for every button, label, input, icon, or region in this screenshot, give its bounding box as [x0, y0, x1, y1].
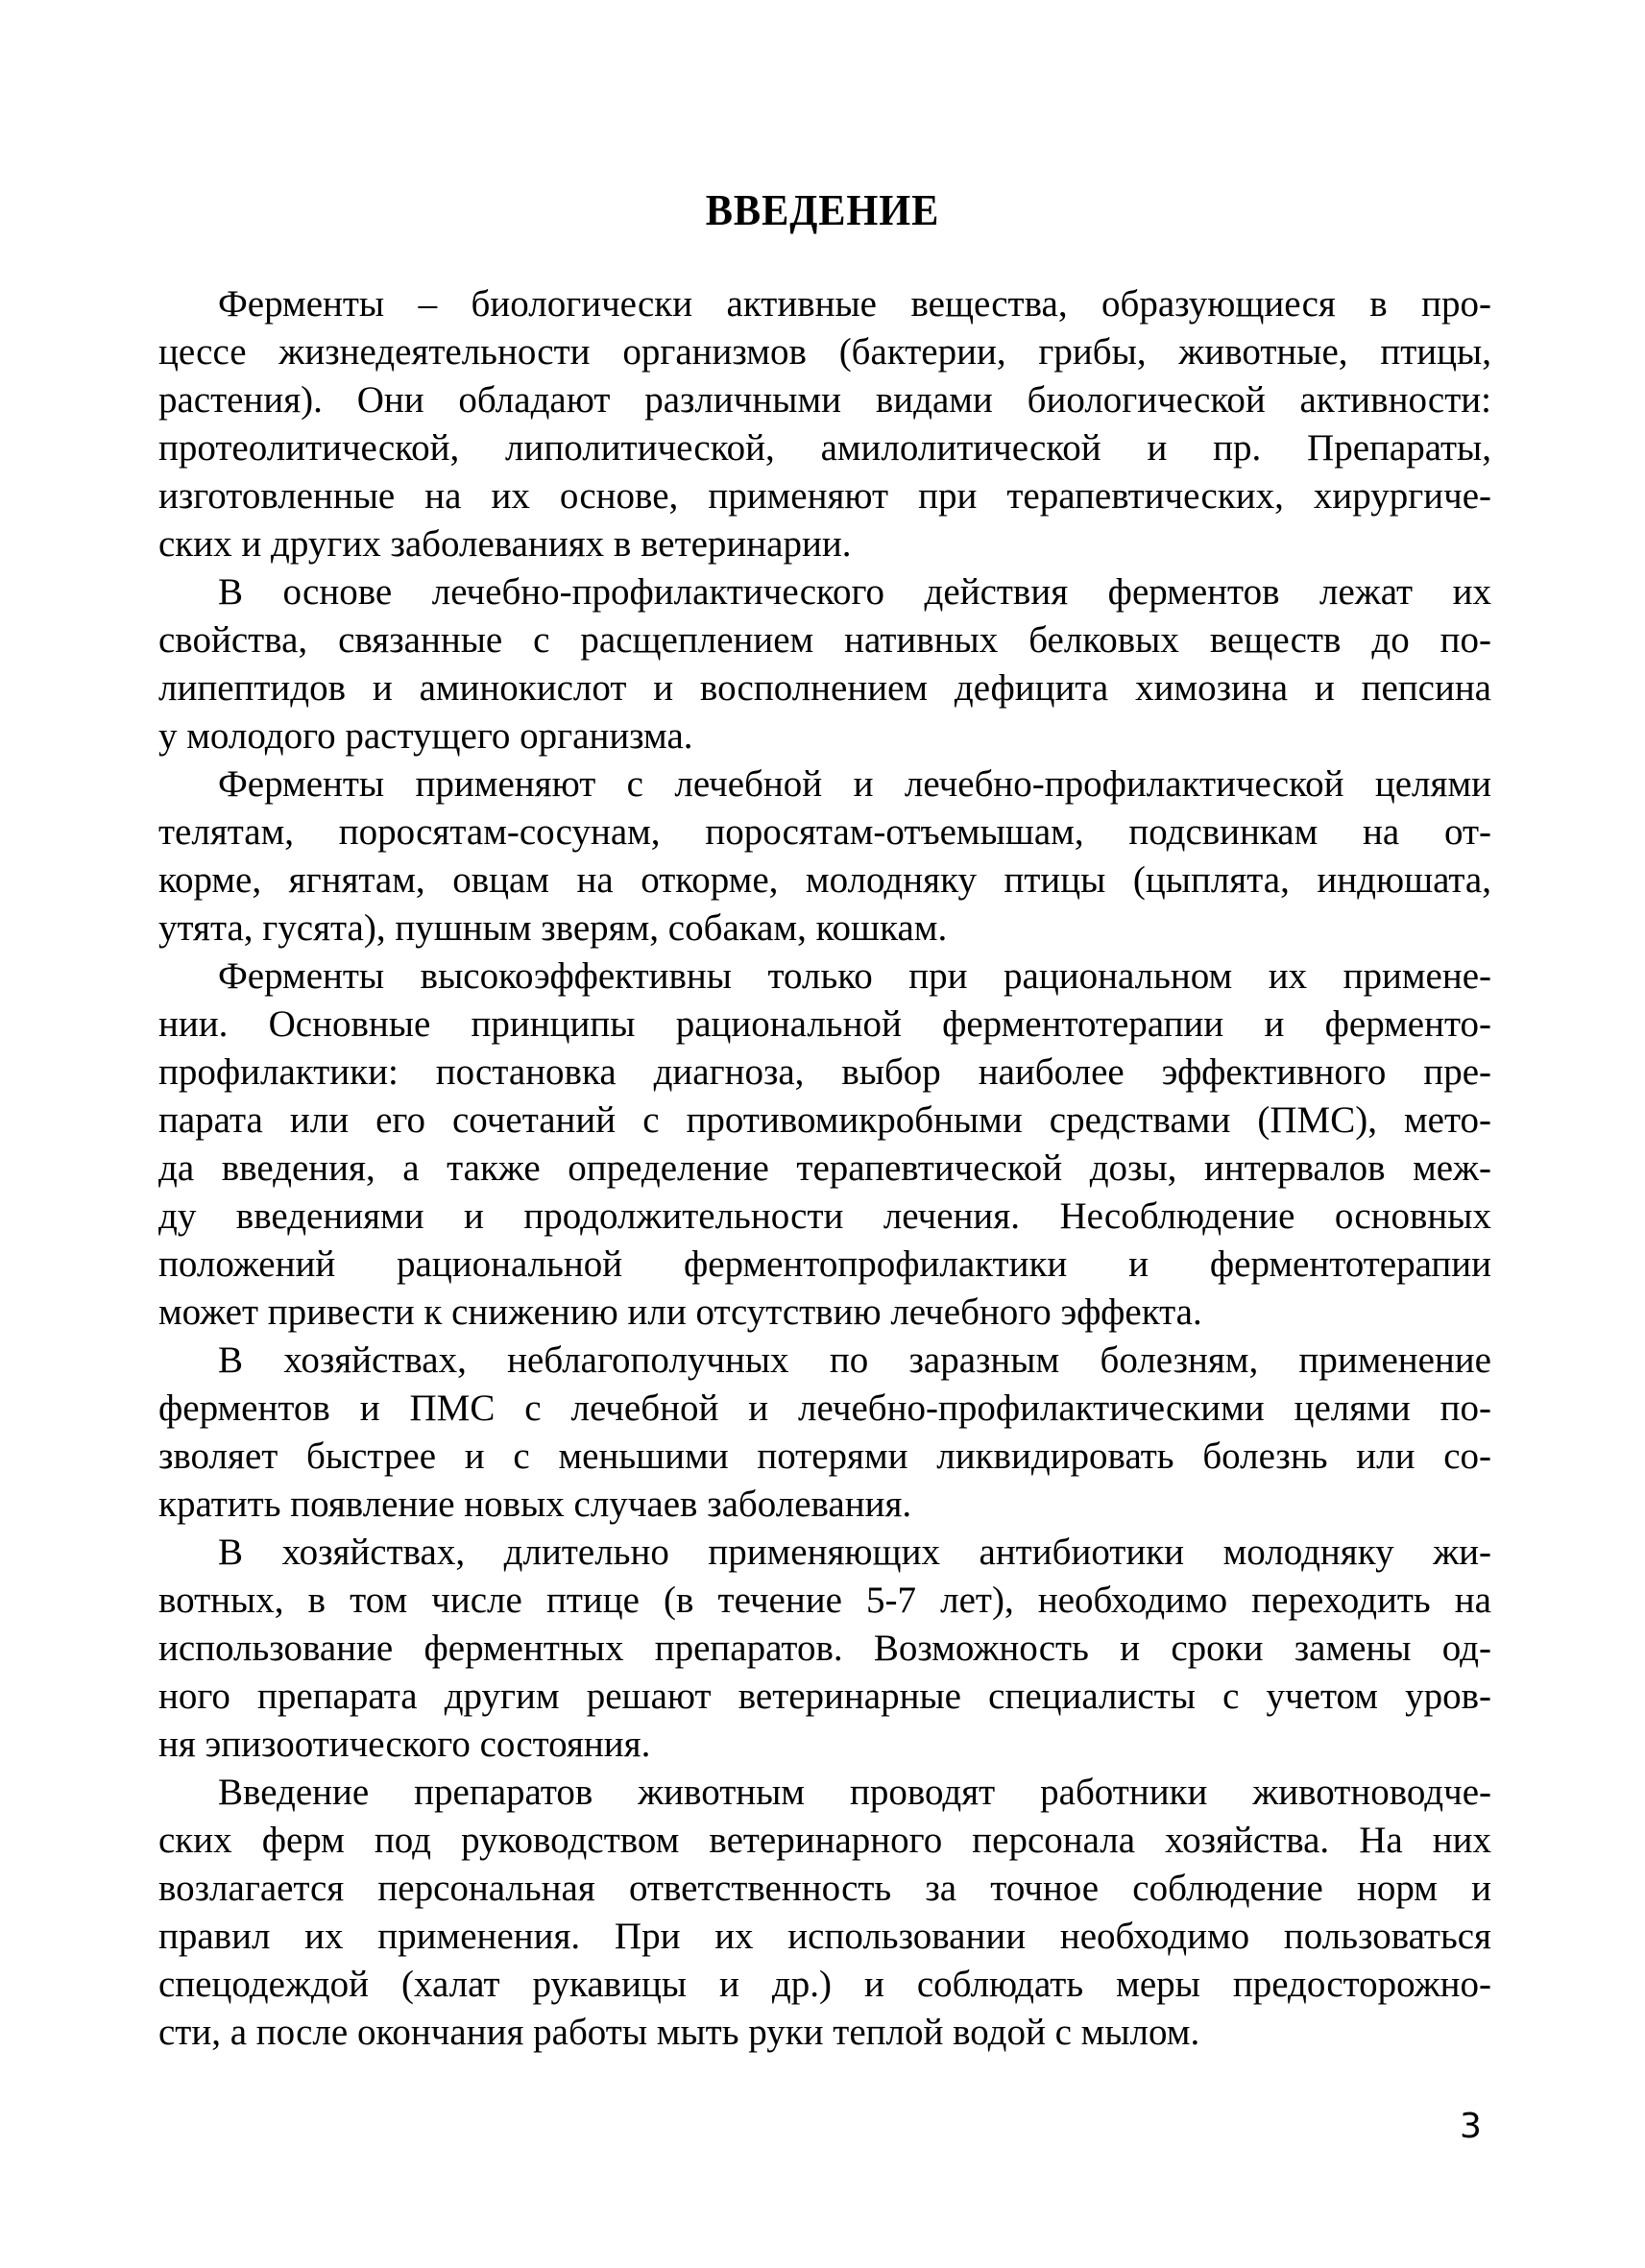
page-title: ВВЕДЕНИЕ — [705, 185, 940, 234]
text-line: В хозяйствах, неблагополучных по заразным болезням, применение — [218, 1339, 1491, 1381]
text-line: растения). Они обладают различными видами биологической активности: — [158, 379, 1491, 421]
text-line: корме, ягнятам, овцам на откорме, молодняку птицы (цыплята, индюшата, — [158, 859, 1491, 901]
text-line: изготовленные на их основе, применяют при терапевтических, хирургиче- — [158, 475, 1491, 517]
text-line: протеолитической, липолитической, амилолитической и пр. Препараты, — [158, 427, 1491, 469]
text-line: профилактики: постановка диагноза, выбор наиболее эффективного пре- — [158, 1051, 1491, 1093]
text-line: утята, гусята), пушным зверям, собакам, кошкам. — [158, 907, 948, 949]
paragraph — [158, 568, 1491, 760]
text-line: ня эпизоотического состояния. — [158, 1724, 651, 1765]
text-line: кратить появление новых случаев заболевания. — [158, 1484, 912, 1525]
text-line: может привести к снижению или отсутствию лечебного эффекта. — [158, 1291, 1202, 1333]
text-line: положений рациональной ферментопрофилактики и ферментотерапии — [158, 1243, 1491, 1285]
paragraph — [158, 760, 1491, 953]
text-line: вотных, в том числе птице (в течение 5-7 лет), необходимо переходить на — [158, 1580, 1491, 1621]
text-line: спецодеждой (халат рукавицы и др.) и соблюдать меры предосторожно- — [158, 1964, 1491, 2005]
paragraph — [158, 1337, 1491, 1529]
text-line: Ферменты высокоэффективны только при рациональном их примене- — [218, 955, 1491, 997]
text-line: возлагается персональная ответственность за точное соблюдение норм и — [158, 1868, 1491, 1909]
text-line: телятам, поросятам-сосунам, поросятам-отъемышам, подсвинкам на от- — [158, 811, 1491, 853]
paragraph — [158, 953, 1491, 1337]
text-line: цессе жизнедеятельности организмов (бактерии, грибы, животные, птицы, — [158, 331, 1491, 373]
text-line: Ферменты применяют с лечебной и лечебно-профилактической целями — [218, 763, 1491, 805]
text-line: свойства, связанные с расщеплением нативных белковых веществ до по- — [158, 619, 1491, 661]
text-line: ного препарата другим решают ветеринарные специалисты с учетом уров- — [158, 1676, 1491, 1717]
text-line: Введение препаратов животным проводят работники животноводче- — [218, 1772, 1491, 1813]
paragraph — [158, 280, 1491, 568]
text-line: у молодого растущего организма. — [158, 715, 693, 757]
text-line: зволяет быстрее и с меньшими потерями ликвидировать болезнь или со- — [158, 1436, 1491, 1477]
text-line: Ферменты – биологически активные вещества, образующиеся в про- — [218, 283, 1491, 325]
text-line: липептидов и аминокислот и восполнением дефицита химозина и пепсина — [158, 667, 1491, 709]
text-line: ских и других заболеваниях в ветеринарии. — [158, 523, 852, 565]
text-line: нии. Основные принципы рациональной ферментотерапии и ферменто- — [158, 1003, 1491, 1045]
text-line: парата или его сочетаний с противомикробными средствами (ПМС), мето- — [158, 1099, 1491, 1141]
text-line: да введения, а также определение терапевтической дозы, интервалов меж- — [158, 1147, 1491, 1189]
text-line: ду введениями и продолжительности лечения. Несоблюдение основных — [158, 1195, 1491, 1237]
paragraph — [158, 1769, 1491, 2057]
text-line: сти, а после окончания работы мыть руки теплой водой с мылом. — [158, 2012, 1200, 2053]
text-line: использование ферментных препаратов. Возможность и сроки замены од- — [158, 1628, 1491, 1669]
page-number: 3 — [1460, 2107, 1482, 2146]
text-line: правил их применения. При их использовании необходимо пользоваться — [158, 1916, 1491, 1957]
paragraph — [158, 1529, 1491, 1769]
document-body — [158, 280, 1491, 2057]
text-line: ских ферм под руководством ветеринарного персонала хозяйства. На них — [158, 1820, 1491, 1861]
text-line: ферментов и ПМС с лечебной и лечебно-профилактическими целями по- — [158, 1387, 1491, 1429]
text-line: В хозяйствах, длительно применяющих антибиотики молодняку жи- — [218, 1532, 1491, 1573]
text-line: В основе лечебно-профилактического действия ферментов лежат их — [218, 571, 1491, 613]
